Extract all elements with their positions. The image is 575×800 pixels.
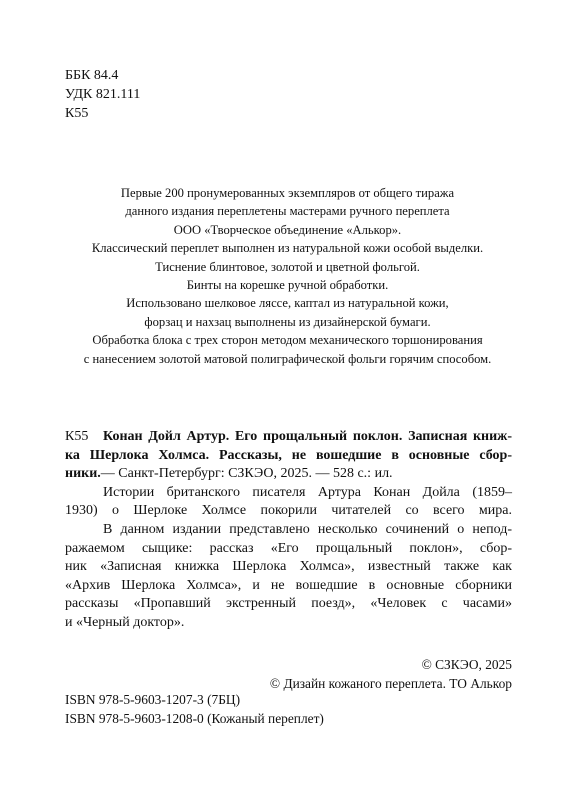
notice-line: форзац и нахзац выполнены из дизайнерской бумаги. [144, 314, 431, 329]
copyright-line: © Дизайн кожаного переплета. ТО Алькор [269, 676, 512, 691]
notice-line: Использовано шелковое ляссе, каптал из натуральной кожи, [126, 296, 449, 311]
isbn-line: ISBN 978-5-9603-1207-3 (7БЦ) [65, 692, 241, 707]
notice-line: Тиснение блинтовое, золотой и цветной фольгой. [155, 259, 420, 274]
bibliographic-entry [65, 428, 512, 633]
author-mark: К55 [65, 106, 89, 121]
annotation-line: рассказы «Пропавший экстренный поезд», «Человек с часами» [65, 596, 512, 612]
isbn-block [65, 690, 324, 728]
edition-notice [40, 184, 535, 368]
entry-code: К55 [65, 429, 89, 444]
annotation-line: ражаемом сыщике: рассказ «Его прощальный поклон», сбор- [65, 540, 512, 556]
classification-block [65, 66, 140, 123]
notice-line: Бинты на корешке ручной обработки. [186, 278, 389, 293]
annotation-line: Истории британского писателя Артура Конан Дойла (1859– [103, 484, 512, 500]
notice-line: с нанесением золотой матовой полиграфической фольги горячим способом. [83, 351, 492, 366]
annotation-line: В данном издании представлено несколько сочинений о непод- [103, 521, 512, 537]
copyright-line: © СЗКЭО, 2025 [421, 657, 512, 672]
entry-title-line: Конан Дойл Артур. Его прощальный поклон. Записная книж- [103, 429, 512, 444]
notice-line: Обработка блока с трех сторон методом механического торшонирования [92, 333, 483, 348]
annotation-line: 1930) о Шерлоке Холмсе покорили читателей со всего мира. [65, 503, 512, 519]
entry-line [65, 465, 512, 484]
annotation-line: и «Черный доктор». [65, 614, 185, 630]
notice-line: Первые 200 пронумерованных экземпляров от общего тиража [120, 186, 455, 200]
notice-line: ООО «Творческое объединение «Алькор». [173, 222, 402, 237]
copyright-block [270, 655, 512, 693]
annotation-line: «Архив Шерлока Холмса», и не вошедшие в основные сборники [65, 577, 512, 593]
entry-line [65, 447, 512, 466]
entry-imprint: — Санкт-Петербург: СЗКЭО, 2025. — 528 с.: ил. [100, 466, 393, 482]
entry-line [65, 428, 512, 447]
isbn-line: ISBN 978-5-9603-1208-0 (Кожаный переплет) [65, 711, 324, 726]
udk-code: УДК 821.111 [65, 87, 141, 102]
annotation-line: ник «Записная книжка Шерлока Холмса», известный также как [65, 559, 512, 575]
notice-line: данного издания переплетены мастерами ручного переплета [125, 204, 450, 219]
bbk-code: ББК 84.4 [65, 68, 119, 83]
notice-line: Классический переплет выполнен из натуральной кожи особой выделки. [91, 241, 484, 256]
entry-title-line: ка Шерлока Холмса. Рассказы, не вошедшие в основные сбор- [65, 447, 512, 463]
entry-title-tail: ники. [65, 466, 101, 482]
